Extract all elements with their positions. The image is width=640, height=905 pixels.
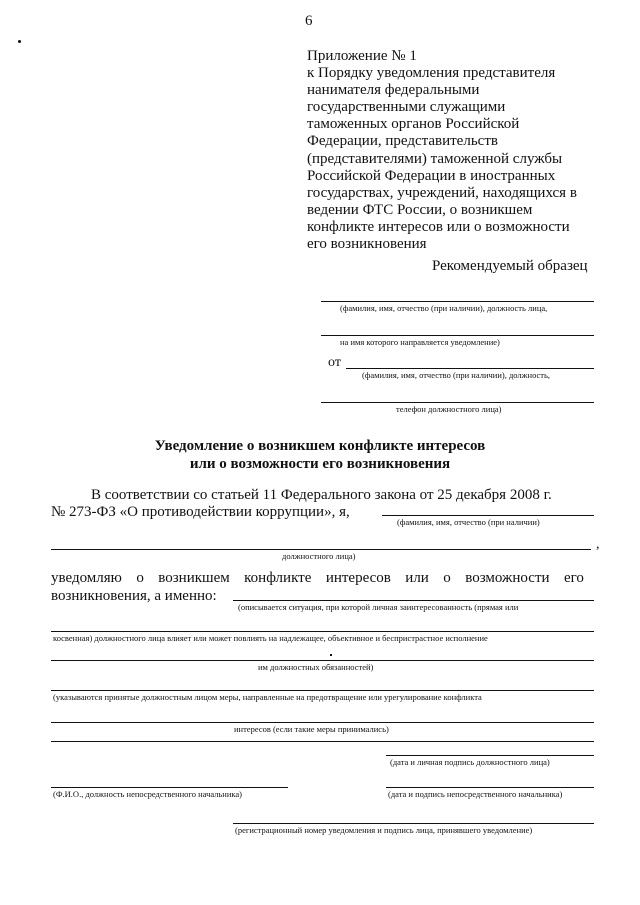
measures-line-1[interactable] [51, 690, 594, 691]
situation-line-2[interactable] [51, 631, 594, 632]
measures-line-2[interactable] [51, 722, 594, 723]
measures-caption-2: интересов (если такие меры принимались) [234, 724, 389, 734]
appendix-line: Приложение № 1 [307, 48, 417, 64]
date-signature-line[interactable] [386, 755, 594, 756]
head-fio-line[interactable] [51, 787, 288, 788]
word: уведомляю [51, 570, 122, 586]
fio-caption: (фамилия, имя, отчество (при наличии) [397, 517, 540, 527]
situation-line-3[interactable] [51, 660, 594, 661]
sender-caption-2: телефон должностного лица) [396, 404, 502, 414]
fio-line[interactable] [382, 515, 594, 516]
situation-caption-2: косвенная) должностного лица влияет или может повлиять на надлежащее, объективное и беспристрастное исполнение [53, 633, 488, 643]
appendix-line: конфликте интересов или о возможности [307, 218, 570, 235]
appendix-line: его возникновения [307, 236, 427, 253]
head-date-caption: (дата и подпись непосредственного начальника) [388, 789, 563, 799]
title-line-2: или о возможности его возникновения [189, 456, 451, 472]
paragraph-2-line-1 [51, 570, 584, 587]
from-label: от [328, 355, 341, 370]
registration-line[interactable] [233, 823, 594, 824]
paragraph-1-line-2: № 273-ФЗ «О противодействии коррупции», я, [51, 504, 350, 520]
recipient-line-1[interactable] [321, 301, 594, 302]
word: конфликте [244, 570, 312, 586]
word: интересов [325, 570, 391, 586]
head-fio-caption: (Ф.И.О., должность непосредственного начальника) [53, 789, 243, 799]
word: его [563, 570, 584, 586]
situation-caption-3: им должностных обязанностей) [258, 662, 374, 672]
sender-line-2[interactable] [321, 402, 594, 403]
paragraph-2-line-2: возникновения, а именно: [51, 588, 217, 604]
official-caption: должностного лица) [282, 551, 356, 561]
situation-caption-1: (описывается ситуация, при которой личная заинтересованность (прямая или [238, 602, 519, 612]
paragraph-1-line-1: В соответствии со статьей 11 Федерального закона от 25 декабря 2008 г. [91, 487, 552, 503]
appendix-line: государственными служащими [307, 99, 506, 116]
document-title [0, 437, 640, 473]
word: или [405, 570, 429, 586]
sample-label: Рекомендуемый образец [432, 258, 588, 274]
title-line-1: Уведомление о возникшем конфликте интересов [154, 438, 486, 454]
appendix-line: ведении ФТС России, о возникшем [307, 201, 533, 218]
appendix-line: (представителями) таможенной службы [307, 150, 563, 167]
word: о [136, 570, 144, 586]
sender-line-1[interactable] [346, 368, 594, 369]
scan-speck [330, 654, 332, 656]
word: возникшем [158, 570, 230, 586]
recipient-line-2[interactable] [321, 335, 594, 336]
head-date-line[interactable] [386, 787, 594, 788]
measures-caption-1: (указываются принятые должностным лицом меры, направленные на предотвращение или урегулирование конфликта [53, 692, 482, 702]
appendix-line: Российской Федерации в иностранных [307, 167, 556, 184]
word: возможности [465, 570, 550, 586]
appendix-line: государствах, учреждений, находящихся в [307, 184, 577, 201]
registration-caption: (регистрационный номер уведомления и подпись лица, принявшего уведомление) [235, 825, 533, 835]
comma: , [596, 537, 600, 552]
appendix-line: нанимателя федеральными [307, 82, 480, 99]
recipient-caption-2: на имя которого направляется уведомление) [340, 337, 500, 347]
appendix-block [307, 48, 607, 253]
date-signature-caption: (дата и личная подпись должностного лица) [390, 757, 550, 767]
appendix-line: к Порядку уведомления представителя [307, 65, 556, 82]
appendix-line: Федерации, представительств [307, 133, 498, 150]
measures-line-3[interactable] [51, 741, 594, 742]
situation-line-1[interactable] [233, 600, 594, 601]
appendix-line: таможенных органов Российской [307, 116, 520, 133]
scan-speck [18, 40, 21, 43]
word: о [443, 570, 451, 586]
sender-caption-1: (фамилия, имя, отчество (при наличии), должность, [362, 370, 551, 380]
page-number: 6 [305, 13, 313, 29]
official-line[interactable] [51, 549, 591, 550]
recipient-caption-1: (фамилия, имя, отчество (при наличии), должность лица, [340, 303, 548, 313]
